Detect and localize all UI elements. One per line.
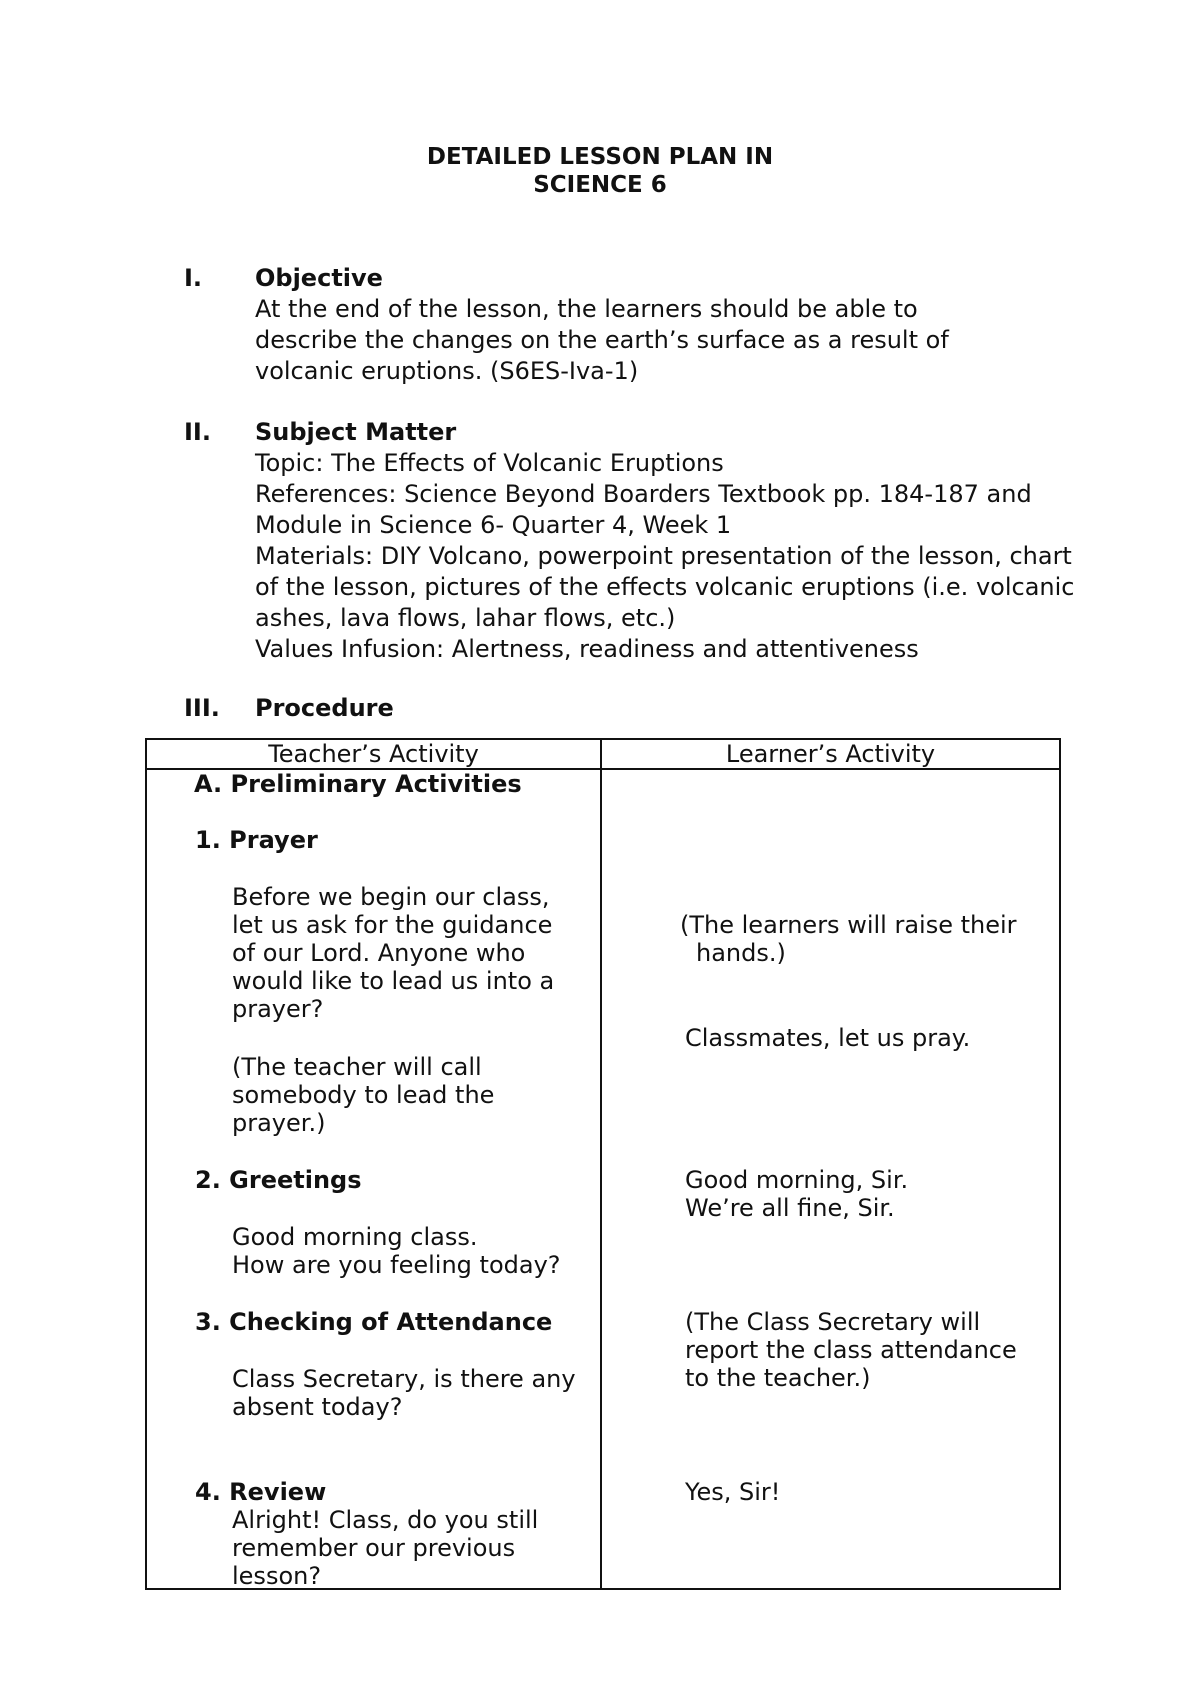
attendance-teacher-line: absent today? <box>232 1393 403 1421</box>
prayer-teacher-line: Before we begin our class, <box>232 883 550 911</box>
greetings-teacher-line: Good morning class. <box>232 1223 478 1251</box>
objective-number: I. <box>184 264 203 292</box>
attendance-heading: 3. Checking of Attendance <box>195 1308 553 1336</box>
title-line-1: DETAILED LESSON PLAN IN <box>426 144 774 170</box>
prayer-teacher-note-line: prayer.) <box>232 1109 326 1137</box>
review-teacher-line: remember our previous <box>232 1534 516 1562</box>
objective-line: At the end of the lesson, the learners should be able to <box>255 295 918 323</box>
attendance-learner-line: report the class attendance <box>685 1336 1017 1364</box>
review-teacher-line: Alright! Class, do you still <box>232 1506 539 1534</box>
prayer-learner-response: Classmates, let us pray. <box>685 1024 971 1052</box>
prayer-teacher-line: let us ask for the guidance <box>232 911 553 939</box>
title-line-2: SCIENCE 6 <box>533 172 667 198</box>
subject-matter-line: Materials: DIY Volcano, powerpoint presentation of the lesson, chart <box>255 542 1072 570</box>
procedure-table <box>145 738 1061 1590</box>
greetings-teacher-line: How are you feeling today? <box>232 1251 561 1279</box>
prayer-teacher-line: prayer? <box>232 995 324 1023</box>
objective-line: describe the changes on the earth’s surface as a result of <box>255 326 949 354</box>
prayer-teacher-note-line: (The teacher will call <box>232 1053 482 1081</box>
table-row <box>146 769 1060 1589</box>
attendance-learner-line: (The Class Secretary will <box>685 1308 981 1336</box>
subject-matter-line: ashes, lava flows, lahar flows, etc.) <box>255 604 676 632</box>
review-learner-response: Yes, Sir! <box>685 1478 781 1506</box>
subject-matter-line: References: Science Beyond Boarders Textbook pp. 184-187 and <box>255 480 1032 508</box>
greetings-learner-line: We’re all fine, Sir. <box>685 1194 895 1222</box>
review-teacher-line: lesson? <box>232 1562 322 1590</box>
prayer-teacher-line: would like to lead us into a <box>232 967 555 995</box>
subject-matter-line: Module in Science 6- Quarter 4, Week 1 <box>255 511 732 539</box>
procedure-heading: Procedure <box>255 694 394 722</box>
objective-line: volcanic eruptions. (S6ES-Iva-1) <box>255 357 639 385</box>
prayer-teacher-note-line: somebody to lead the <box>232 1081 495 1109</box>
review-heading: 4. Review <box>195 1478 327 1506</box>
table-header-row <box>146 739 1060 769</box>
teacher-activity-cell <box>146 769 601 1589</box>
learner-activity-cell <box>601 769 1060 1589</box>
column-header-teacher: Teacher’s Activity <box>146 739 601 769</box>
prayer-learner-line: (The learners will raise their <box>680 911 1017 939</box>
subject-matter-line: Topic: The Effects of Volcanic Eruptions <box>255 449 724 477</box>
attendance-learner-line: to the teacher.) <box>685 1364 871 1392</box>
column-header-learner: Learner’s Activity <box>601 739 1060 769</box>
prayer-teacher-line: of our Lord. Anyone who <box>232 939 526 967</box>
procedure-number: III. <box>184 694 220 722</box>
prayer-heading: 1. Prayer <box>195 826 318 854</box>
greetings-heading: 2. Greetings <box>195 1166 362 1194</box>
objective-heading: Objective <box>255 264 383 292</box>
subject-matter-line: Values Infusion: Alertness, readiness and attentiveness <box>255 635 919 663</box>
preliminary-activities-heading: A. Preliminary Activities <box>194 770 522 798</box>
subject-matter-number: II. <box>184 418 211 446</box>
attendance-teacher-line: Class Secretary, is there any <box>232 1365 576 1393</box>
subject-matter-heading: Subject Matter <box>255 418 457 446</box>
subject-matter-line: of the lesson, pictures of the effects volcanic eruptions (i.e. volcanic <box>255 573 1075 601</box>
greetings-learner-line: Good morning, Sir. <box>685 1166 909 1194</box>
prayer-learner-line: hands.) <box>696 939 786 967</box>
